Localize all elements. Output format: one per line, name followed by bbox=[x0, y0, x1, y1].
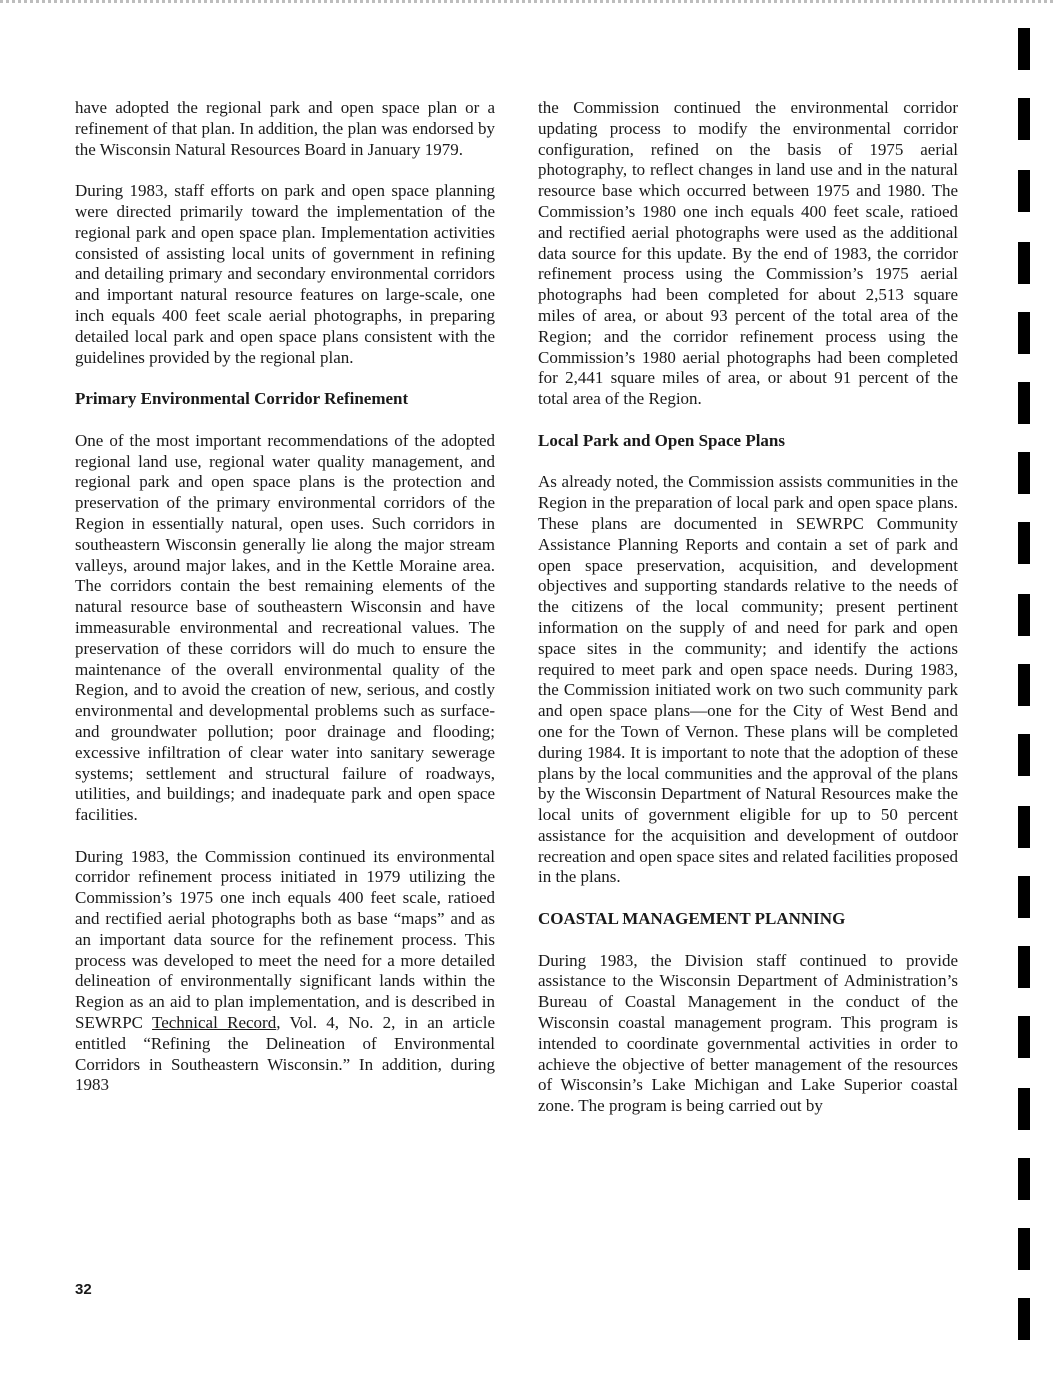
technical-record-title: Technical Record bbox=[152, 1013, 277, 1033]
registration-mark bbox=[1018, 594, 1030, 636]
registration-mark bbox=[1018, 1228, 1030, 1270]
left-column bbox=[75, 98, 495, 1117]
left-paragraph-4-text-b: , Vol. 4, No. 2, in an article entitled “Refining the Delineation of Environmental Corridors in Southeastern Wisconsin.” In addition, during 1983 bbox=[75, 1013, 495, 1095]
heading-local-park-plans: Local Park and Open Space Plans bbox=[538, 430, 786, 450]
registration-mark bbox=[1018, 170, 1030, 212]
page-number: 32 bbox=[75, 1281, 92, 1298]
registration-mark bbox=[1018, 312, 1030, 354]
registration-mark bbox=[1018, 876, 1030, 918]
registration-mark bbox=[1018, 98, 1030, 140]
registration-mark bbox=[1018, 946, 1030, 988]
heading-coastal-management: COASTAL MANAGEMENT PLANNING bbox=[538, 909, 846, 929]
left-paragraph-4-text-a: During 1983, the Commission continued its environmental corridor refinement process initiated in 1979 utilizing the Commission’s 1975 one inch equals 400 feet scale, ratioed and rectified aerial photographs both as base “maps” and as an important data source for the refinement process. This process was developed to meet the need for a more detailed delineation of environmentally significant lands within the Region as an aid to plan implementation, and is described in SEWRPC bbox=[75, 846, 495, 1033]
registration-mark bbox=[1018, 1016, 1030, 1058]
registration-mark bbox=[1018, 1298, 1030, 1340]
left-paragraph-2: During 1983, staff efforts on park and open space planning were directed primarily toward the implementation of the regional park and open space plan. Implementation activities consisted of assisting local units of government in refining and detailing primary and secondary environmental corridors and important natural resource features on large-scale, one inch equals 400 feet scale aerial photographs, in preparing detailed local park and open space plans consistent with the guidelines provided by the regional plan. bbox=[75, 181, 495, 367]
right-paragraph-3: During 1983, the Division staff continued to provide assistance to the Wisconsin Department of Administration’s Bureau of Coastal Management in the conduct of the Wisconsin coastal management program. This program is intended to coordinate governmental activities in order to achieve the objective of better management of the resources of Wisconsin’s Lake Michigan and Lake Superior coastal zone. The program is being carried out by bbox=[538, 950, 958, 1116]
registration-mark bbox=[1018, 28, 1030, 70]
left-paragraph-1: have adopted the regional park and open space plan or a refinement of that plan. In addition, the plan was endorsed by the Wisconsin Natural Resources Board in January 1979. bbox=[75, 98, 495, 159]
right-paragraph-2: As already noted, the Commission assists communities in the Region in the preparation of local park and open space plans. These plans are documented in SEWRPC Community Assistance Planning Reports and contain a set of park and open space preservation, acquisition, and development objectives and supporting standards relative to the needs of the citizens of the local community; present pertinent information on the supply of and need for park and open space sites in the community; and identify the actions required to meet park and open space needs. During 1983, the Commission initiated work on two such community park and open space plans—one for the City of West Bend and one for the Town of Vernon. These plans will be completed during 1984. It is important to note that the adoption of these plans by the local communities and the approval of the plans by the Wisconsin Department of Natural Resources make the local units of government eligible for up to 50 percent assistance for the acquisition and development of outdoor recreation and open space sites and related facilities proposed in the plans. bbox=[538, 472, 958, 887]
registration-mark bbox=[1018, 806, 1030, 848]
left-paragraph-3: One of the most important recommendations of the adopted regional land use, regional water quality management, and regional park and open space plans is the protection and preservation of the primary environmental corridors of the Region in essentially natural, open uses. Such corridors in southeastern Wisconsin generally lie along the major stream valleys, around major lakes, and in the Kettle Moraine area. The corridors contain the best remaining elements of the natural resource base of southeastern Wisconsin and have immeasurable environmental and recreational values. The preservation of these corridors will do much to ensure the maintenance of the overall environmental quality of the Region, and to avoid the creation of new, serious, and costly environmental and developmental problems such as surface- and groundwater pollution; poor drainage and flooding; excessive infiltration of clear water into sanitary sewerage systems; settlement and structural failure of roadways, utilities, and buildings; and inadequate park and open space facilities. bbox=[75, 430, 495, 825]
registration-mark bbox=[1018, 382, 1030, 424]
right-column bbox=[538, 98, 958, 1138]
registration-mark bbox=[1018, 1158, 1030, 1200]
right-paragraph-1: the Commission continued the environmental corridor updating process to modify the environmental corridor configuration, refined on the basis of 1975 aerial photography, to reflect changes in land use and in the natural resource base which occurred between 1975 and 1980. The Commission’s 1980 one inch equals 400 feet scale, ratioed and rectified aerial photographs were used as the additional data source for this update. By the end of 1983, the corridor refinement process using the Commission’s 1975 aerial photographs had been completed for about 2,513 square miles of area, or about 93 percent of the total area of the Region; and the corridor refinement process using the Commission’s 1980 aerial photographs had been completed for 2,441 square miles of area, or about 91 percent of the total area of the Region. bbox=[538, 98, 958, 409]
scan-top-edge bbox=[0, 0, 1054, 3]
registration-mark bbox=[1018, 522, 1030, 564]
registration-mark bbox=[1018, 1088, 1030, 1130]
heading-primary-environmental-corridor: Primary Environmental Corridor Refinement bbox=[75, 389, 409, 409]
registration-mark bbox=[1018, 734, 1030, 776]
registration-mark bbox=[1018, 664, 1030, 706]
registration-mark bbox=[1018, 242, 1030, 284]
left-paragraph-4 bbox=[75, 847, 495, 1097]
registration-mark bbox=[1018, 452, 1030, 494]
scan-registration-marks bbox=[1018, 0, 1030, 1380]
